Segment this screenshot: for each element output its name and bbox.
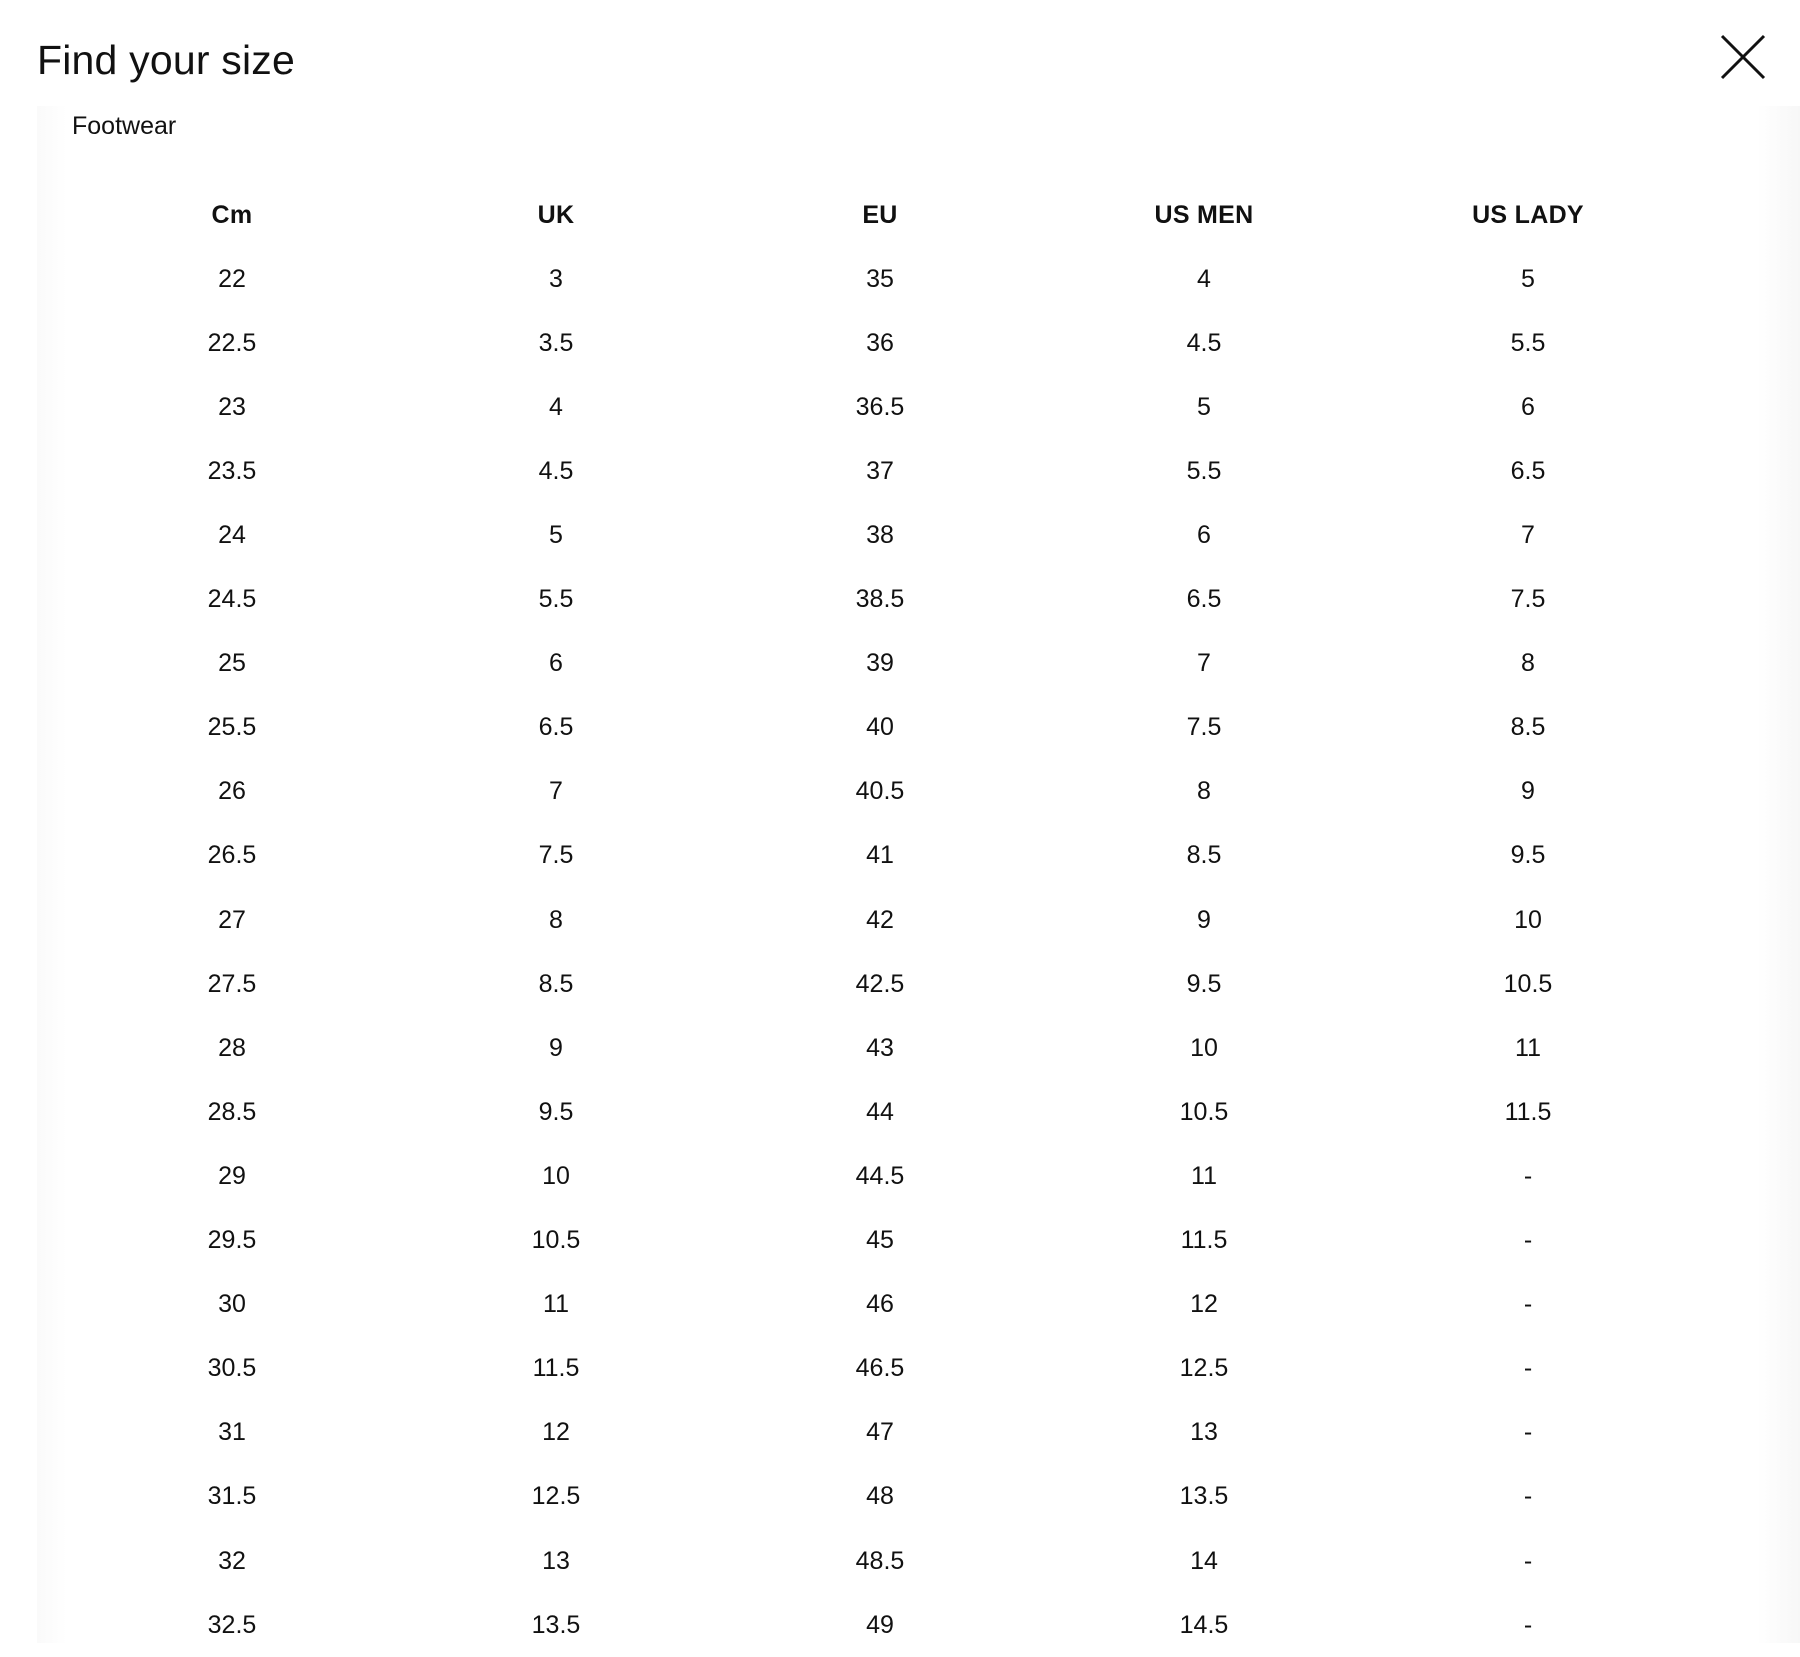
close-icon bbox=[1720, 34, 1766, 80]
table-cell: - bbox=[1523, 1226, 1533, 1255]
table-cell: 4 bbox=[1197, 264, 1211, 293]
table-cell: 23 bbox=[218, 392, 246, 421]
table-cell: 42.5 bbox=[855, 969, 905, 998]
table-cell: 11 bbox=[1515, 1033, 1541, 1062]
section-label: Footwear bbox=[72, 112, 177, 140]
table-cell: 13 bbox=[542, 1546, 570, 1575]
table-cell: 12.5 bbox=[531, 1482, 581, 1511]
table-cell: 6.5 bbox=[1186, 585, 1222, 614]
table-cell: 10.5 bbox=[531, 1226, 581, 1255]
close-button[interactable] bbox=[1720, 34, 1766, 80]
table-row bbox=[70, 952, 1690, 1016]
table-cell: 11.5 bbox=[1180, 1226, 1228, 1255]
table-cell: 7.5 bbox=[1186, 713, 1222, 742]
table-cell: 11 bbox=[1191, 1161, 1217, 1190]
table-cell: 6 bbox=[549, 649, 563, 678]
table-header-row bbox=[70, 183, 1690, 247]
table-cell: 38.5 bbox=[855, 585, 905, 614]
table-cell: 24.5 bbox=[207, 585, 257, 614]
table-row bbox=[70, 760, 1690, 824]
modal-title: Find your size bbox=[37, 37, 296, 83]
table-cell: - bbox=[1523, 1610, 1533, 1639]
table-cell: 35 bbox=[866, 264, 894, 293]
table-row bbox=[70, 1144, 1690, 1208]
table-cell: 13.5 bbox=[531, 1610, 581, 1639]
table-cell: 9 bbox=[1197, 905, 1211, 934]
table-cell: 38 bbox=[866, 521, 894, 550]
table-cell: 23.5 bbox=[207, 456, 257, 485]
column-header-cm: Cm bbox=[211, 200, 253, 229]
table-cell: 9.5 bbox=[1510, 841, 1546, 870]
table-cell: 36 bbox=[866, 328, 894, 357]
table-cell: 10 bbox=[1514, 905, 1542, 934]
table-cell: 44.5 bbox=[855, 1161, 905, 1190]
table-cell: 43 bbox=[866, 1033, 894, 1062]
table-cell: - bbox=[1523, 1290, 1533, 1319]
table-cell: 25 bbox=[218, 649, 246, 678]
column-header-uk: UK bbox=[537, 200, 575, 229]
table-cell: 26 bbox=[218, 777, 246, 806]
table-cell: 5 bbox=[1521, 264, 1535, 293]
table-cell: 30 bbox=[218, 1290, 246, 1319]
table-cell: 8.5 bbox=[1510, 713, 1546, 742]
table-cell: 8 bbox=[549, 905, 563, 934]
table-row bbox=[70, 568, 1690, 632]
table-cell: 12 bbox=[1190, 1290, 1218, 1319]
table-cell: - bbox=[1523, 1161, 1533, 1190]
table-cell: - bbox=[1523, 1354, 1533, 1383]
table-cell: 6 bbox=[1197, 521, 1211, 550]
table-body bbox=[70, 247, 1690, 1657]
table-cell: 8 bbox=[1197, 777, 1211, 806]
table-cell: 10.5 bbox=[1503, 969, 1553, 998]
table-cell: 40 bbox=[866, 713, 894, 742]
table-cell: 22 bbox=[218, 264, 246, 293]
table-cell: 8.5 bbox=[1186, 841, 1222, 870]
table-cell: 9.5 bbox=[1186, 969, 1222, 998]
table-cell: 39 bbox=[866, 649, 894, 678]
table-cell: 3.5 bbox=[538, 328, 574, 357]
table-row bbox=[70, 1593, 1690, 1657]
table-cell: 4.5 bbox=[538, 456, 574, 485]
table-row bbox=[70, 888, 1690, 952]
table-cell: 29.5 bbox=[207, 1226, 257, 1255]
table-cell: 7 bbox=[549, 777, 563, 806]
table-cell: 24 bbox=[218, 521, 246, 550]
table-cell: 7.5 bbox=[538, 841, 574, 870]
table-cell: 48 bbox=[866, 1482, 894, 1511]
table-row bbox=[70, 1337, 1690, 1401]
table-cell: 40.5 bbox=[855, 777, 905, 806]
table-cell: 31.5 bbox=[207, 1482, 257, 1511]
column-header-eu: EU bbox=[862, 200, 898, 229]
table-cell: 30.5 bbox=[207, 1354, 257, 1383]
table-cell: 45 bbox=[866, 1226, 894, 1255]
table-cell: 25.5 bbox=[207, 713, 257, 742]
table-cell: 6.5 bbox=[1510, 456, 1546, 485]
table-cell: 9 bbox=[1521, 777, 1535, 806]
table-cell: 6.5 bbox=[538, 713, 574, 742]
table-cell: 7.5 bbox=[1510, 585, 1546, 614]
table-cell: 10 bbox=[1190, 1033, 1218, 1062]
table-row bbox=[70, 632, 1690, 696]
table-cell: 32.5 bbox=[207, 1610, 257, 1639]
table-cell: 9 bbox=[549, 1033, 563, 1062]
table-cell: 10.5 bbox=[1179, 1097, 1229, 1126]
table-cell: 46.5 bbox=[855, 1354, 905, 1383]
table-cell: - bbox=[1523, 1418, 1533, 1447]
table-cell: 49 bbox=[866, 1610, 894, 1639]
table-cell: 12.5 bbox=[1179, 1354, 1229, 1383]
table-cell: 44 bbox=[866, 1097, 894, 1126]
table-cell: 37 bbox=[866, 456, 894, 485]
table-row bbox=[70, 1209, 1690, 1273]
table-cell: 27.5 bbox=[207, 969, 257, 998]
table-cell: 26.5 bbox=[207, 841, 257, 870]
table-cell: 47 bbox=[866, 1418, 894, 1447]
table-cell: 10 bbox=[542, 1161, 570, 1190]
size-table bbox=[70, 183, 1690, 1657]
table-cell: 4 bbox=[549, 392, 563, 421]
table-row bbox=[70, 1401, 1690, 1465]
table-row bbox=[70, 696, 1690, 760]
table-cell: 11 bbox=[543, 1290, 569, 1319]
column-header-us-men: US MEN bbox=[1154, 200, 1254, 229]
table-cell: 36.5 bbox=[855, 392, 905, 421]
table-cell: 29 bbox=[218, 1161, 246, 1190]
table-cell: - bbox=[1523, 1482, 1533, 1511]
table-row bbox=[70, 1080, 1690, 1144]
table-row bbox=[70, 1529, 1690, 1593]
table-cell: 13 bbox=[1190, 1418, 1218, 1447]
table-cell: 5.5 bbox=[1510, 328, 1546, 357]
table-cell: 14.5 bbox=[1179, 1610, 1229, 1639]
table-row bbox=[70, 1465, 1690, 1529]
table-row bbox=[70, 1273, 1690, 1337]
column-header-us-lady: US LADY bbox=[1472, 200, 1584, 229]
table-cell: 5.5 bbox=[538, 585, 574, 614]
table-cell: 14 bbox=[1190, 1546, 1218, 1575]
table-cell: 31 bbox=[218, 1418, 246, 1447]
table-row bbox=[70, 439, 1690, 503]
table-cell: 12 bbox=[542, 1418, 570, 1447]
table-row bbox=[70, 824, 1690, 888]
table-cell: 8 bbox=[1521, 649, 1535, 678]
table-cell: 32 bbox=[218, 1546, 246, 1575]
table-row bbox=[70, 503, 1690, 567]
table-cell: 41 bbox=[866, 841, 894, 870]
table-cell: 9.5 bbox=[538, 1097, 574, 1126]
table-cell: 11.5 bbox=[532, 1354, 580, 1383]
table-cell: 42 bbox=[866, 905, 894, 934]
table-row bbox=[70, 375, 1690, 439]
table-cell: 48.5 bbox=[855, 1546, 905, 1575]
table-row bbox=[70, 247, 1690, 311]
table-cell: 3 bbox=[549, 264, 563, 293]
table-cell: 5.5 bbox=[1186, 456, 1222, 485]
table-cell: 46 bbox=[866, 1290, 894, 1319]
table-cell: 28.5 bbox=[207, 1097, 257, 1126]
table-row bbox=[70, 311, 1690, 375]
table-cell: 7 bbox=[1521, 521, 1535, 550]
table-cell: 27 bbox=[218, 905, 246, 934]
table-cell: 5 bbox=[549, 521, 563, 550]
table-cell: 6 bbox=[1521, 392, 1535, 421]
table-cell: 4.5 bbox=[1186, 328, 1222, 357]
table-cell: 28 bbox=[218, 1033, 246, 1062]
table-cell: 5 bbox=[1197, 392, 1211, 421]
table-cell: - bbox=[1523, 1546, 1533, 1575]
table-cell: 11.5 bbox=[1504, 1097, 1552, 1126]
table-cell: 8.5 bbox=[538, 969, 574, 998]
table-cell: 7 bbox=[1197, 649, 1211, 678]
table-cell: 13.5 bbox=[1179, 1482, 1229, 1511]
table-row bbox=[70, 1016, 1690, 1080]
table-cell: 22.5 bbox=[207, 328, 257, 357]
